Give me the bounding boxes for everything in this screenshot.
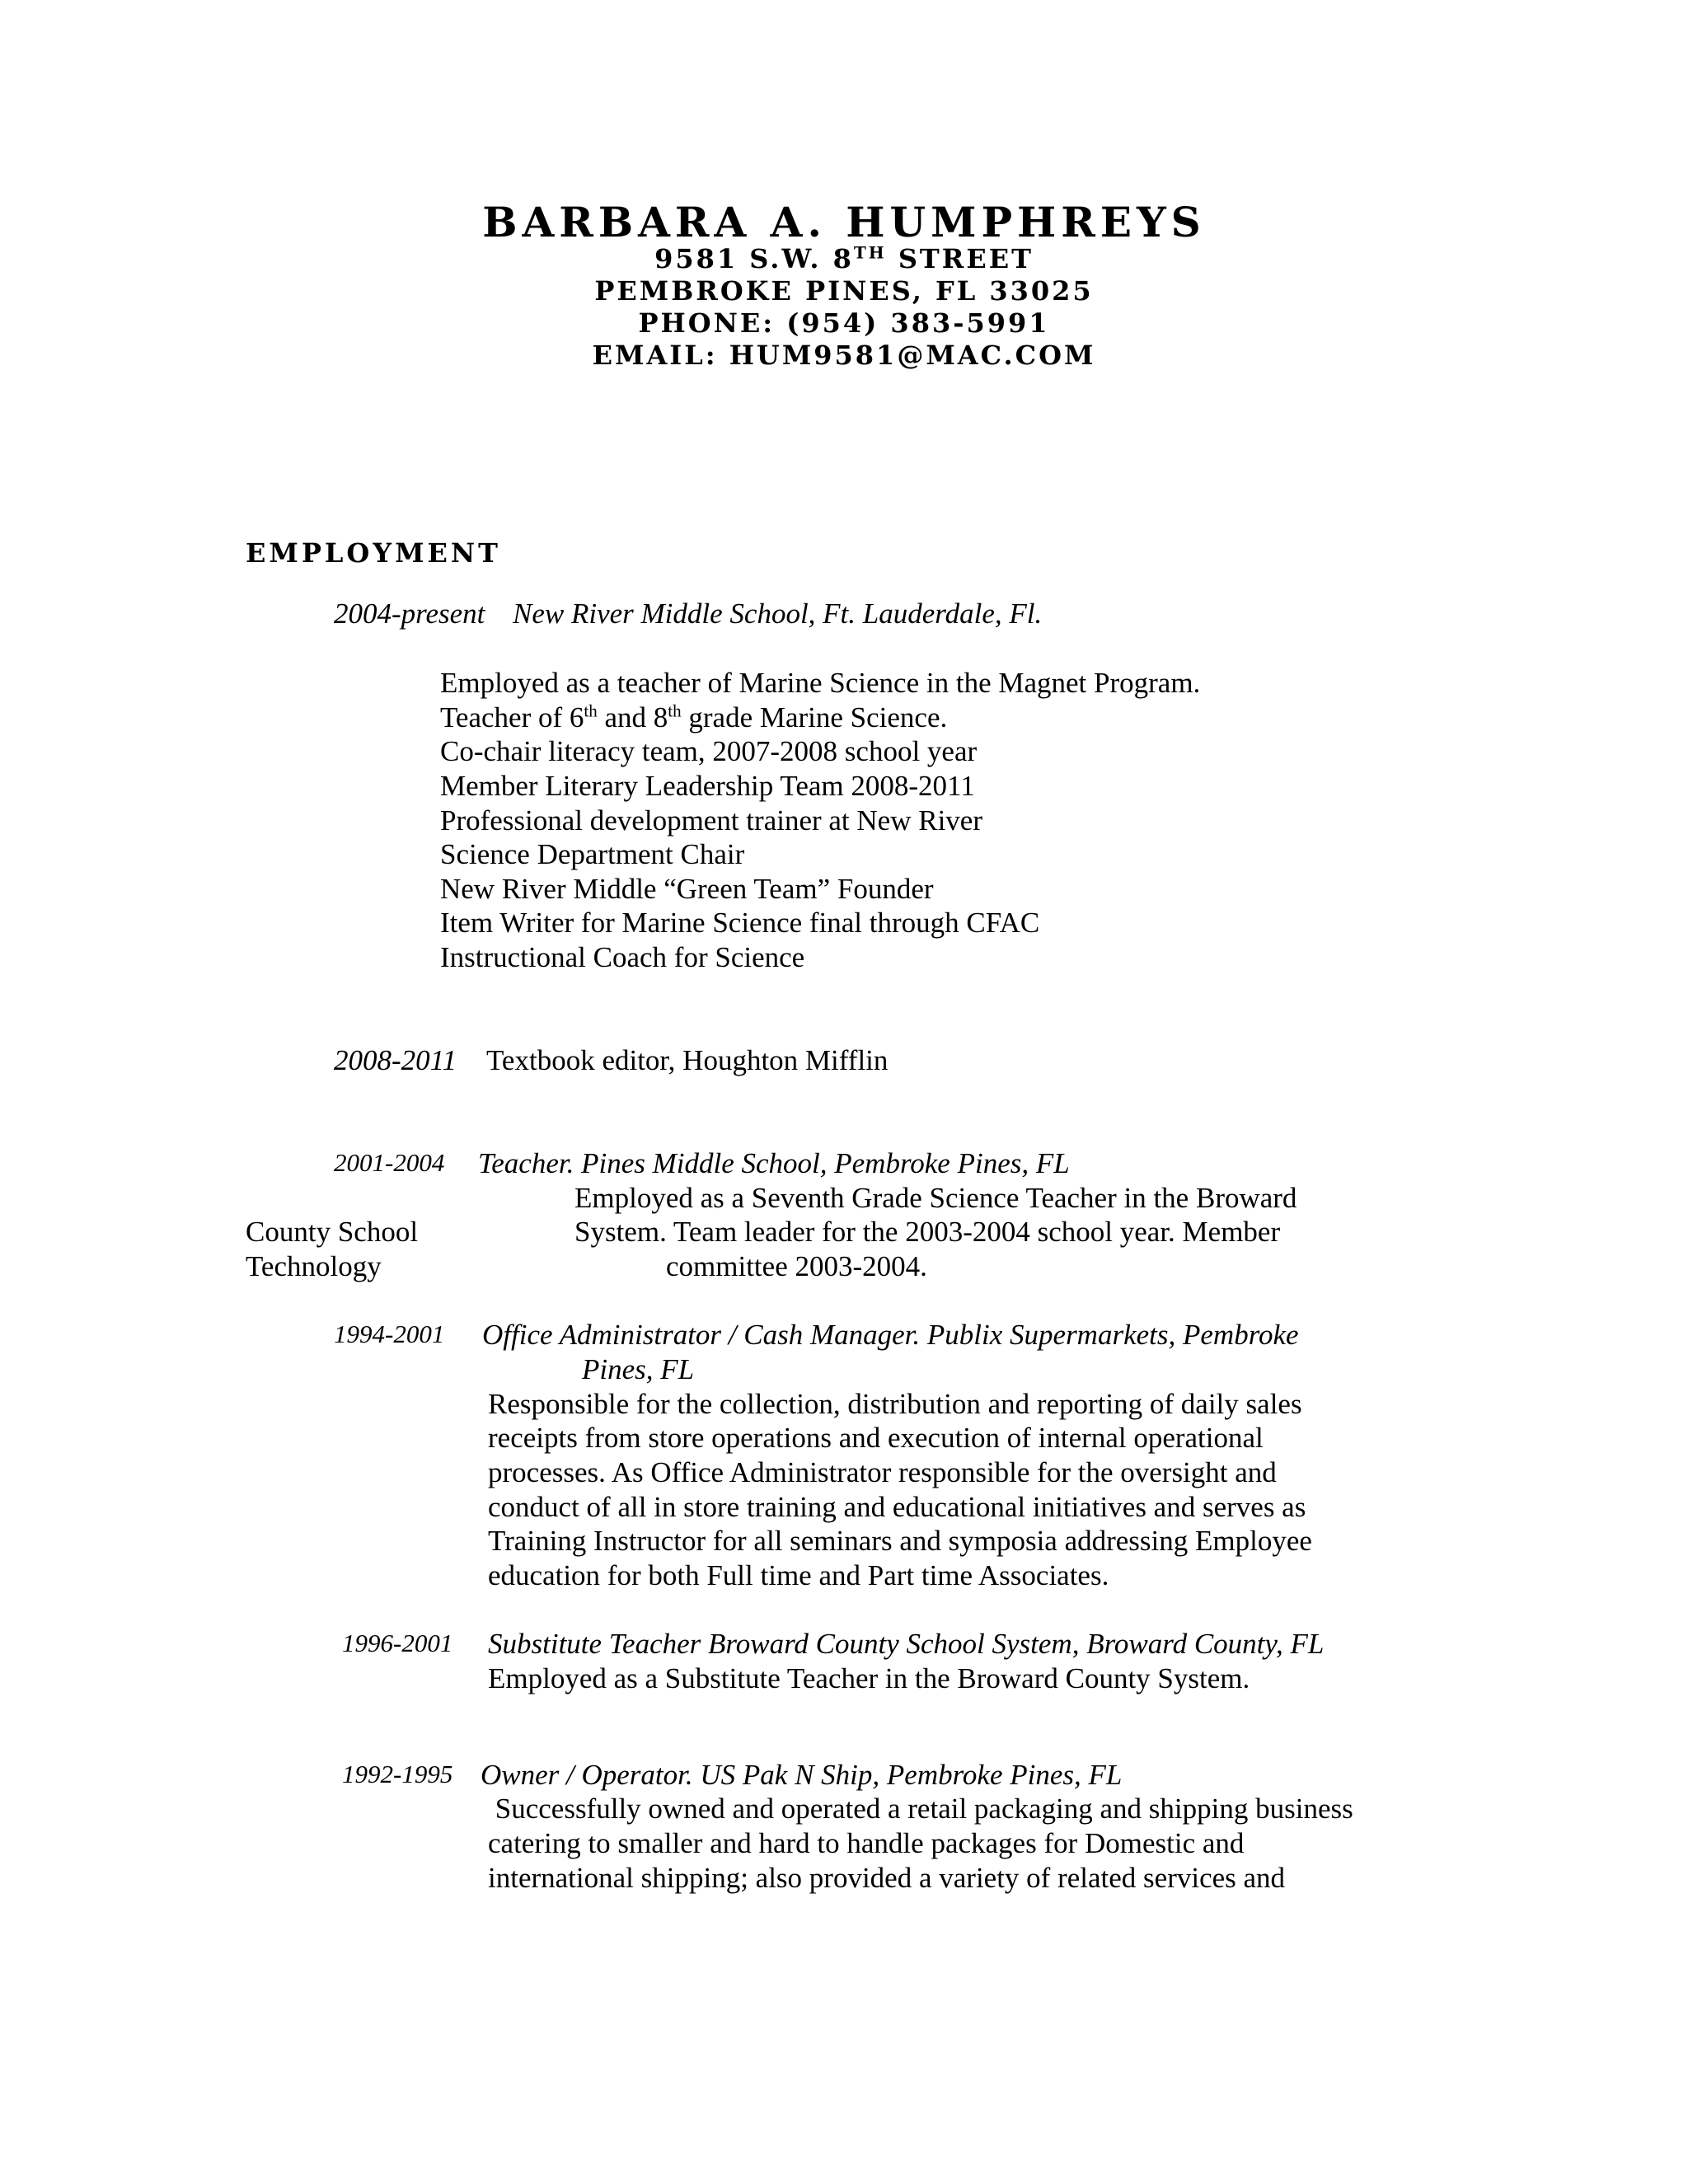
job4-line4: conduct of all in store training and educational initiatives and serves as bbox=[488, 1491, 1306, 1523]
address-superscript: TH bbox=[853, 242, 887, 263]
job1-line2-text-end: grade Marine Science. bbox=[681, 701, 948, 733]
job2-dates: 2008-2011 bbox=[334, 1044, 457, 1076]
job5-dates: 1996-2001 bbox=[342, 1629, 453, 1657]
job1-line4: Member Literary Leadership Team 2008-2011 bbox=[440, 770, 975, 802]
address-text: 9581 S.W. 8 bbox=[654, 243, 854, 274]
job6-line2: catering to smaller and hard to handle packages for Domestic and bbox=[488, 1827, 1245, 1859]
job1-line2-sup1: th bbox=[584, 701, 598, 721]
city-line: PEMBROKE PINES, FL 33025 bbox=[594, 275, 1094, 307]
job4-dates: 1994-2001 bbox=[334, 1319, 445, 1348]
job1-line2-text-mid: and 8 bbox=[597, 701, 668, 733]
job1-heading: New River Middle School, Ft. Lauderdale, Fl. bbox=[513, 598, 1043, 630]
job6-line3: international shipping; also provided a variety of related services and bbox=[488, 1862, 1286, 1894]
job3-dates: 2001-2004 bbox=[334, 1148, 445, 1177]
job4-line6: education for both Full time and Part time Associates. bbox=[488, 1559, 1109, 1591]
job1-line3: Co-chair literacy team, 2007-2008 school year bbox=[440, 735, 978, 767]
job1-dates: 2004-present bbox=[334, 598, 485, 630]
job1-line2-text: Teacher of 6 bbox=[440, 701, 584, 733]
job4-heading: Office Administrator / Cash Manager. Publix Supermarkets, Pembroke bbox=[482, 1319, 1299, 1351]
job1-line8: Item Writer for Marine Science final through CFAC bbox=[440, 907, 1040, 939]
job4-line2: receipts from store operations and execution of internal operational bbox=[488, 1422, 1264, 1454]
address-text-end: STREET bbox=[886, 243, 1034, 274]
job1-line2 bbox=[440, 701, 947, 735]
job1-line6: Science Department Chair bbox=[440, 838, 745, 870]
job3-heading: Teacher. Pines Middle School, Pembroke Pines, FL bbox=[478, 1147, 1070, 1179]
job5-line1: Employed as a Substitute Teacher in the Broward County System. bbox=[488, 1662, 1250, 1694]
job3-line3: committee 2003-2004. bbox=[666, 1250, 927, 1282]
job1-line9: Instructional Coach for Science bbox=[440, 941, 805, 973]
job4-line5: Training Instructor for all seminars and symposia addressing Employee bbox=[488, 1525, 1312, 1557]
job4-heading-cont: Pines, FL bbox=[582, 1353, 695, 1385]
job1-line5: Professional development trainer at New River bbox=[440, 804, 982, 837]
job3-line1: Employed as a Seventh Grade Science Teacher in the Broward bbox=[574, 1182, 1297, 1214]
job3-line2: System. Team leader for the 2003-2004 school year. Member bbox=[574, 1216, 1281, 1248]
job3-left1: County School bbox=[246, 1216, 419, 1248]
job4-line1: Responsible for the collection, distribution and reporting of daily sales bbox=[488, 1388, 1302, 1420]
job6-heading: Owner / Operator. US Pak N Ship, Pembroke Pines, FL bbox=[481, 1759, 1123, 1791]
job6-dates: 1992-1995 bbox=[342, 1760, 453, 1788]
job2-heading: Textbook editor, Houghton Mifflin bbox=[486, 1044, 889, 1076]
job1-line7: New River Middle “Green Team” Founder bbox=[440, 873, 934, 905]
phone-line: PHONE: (954) 383-5991 bbox=[638, 307, 1050, 339]
job1-line1: Employed as a teacher of Marine Science in the Magnet Program. bbox=[440, 667, 1201, 699]
job4-line3: processes. As Office Administrator responsible for the oversight and bbox=[488, 1456, 1277, 1488]
resume-name: BARBARA A. HUMPHREYS bbox=[482, 198, 1206, 246]
employment-heading: EMPLOYMENT bbox=[246, 537, 501, 569]
job6-line1: Successfully owned and operated a retail packaging and shipping business bbox=[488, 1793, 1353, 1825]
address-line bbox=[0, 243, 1688, 274]
job5-heading: Substitute Teacher Broward County School System, Broward County, FL bbox=[488, 1628, 1325, 1660]
email-line: EMAIL: HUM9581@MAC.COM bbox=[592, 340, 1096, 371]
job1-line2-sup2: th bbox=[668, 701, 682, 721]
job3-left2: Technology bbox=[246, 1250, 382, 1282]
